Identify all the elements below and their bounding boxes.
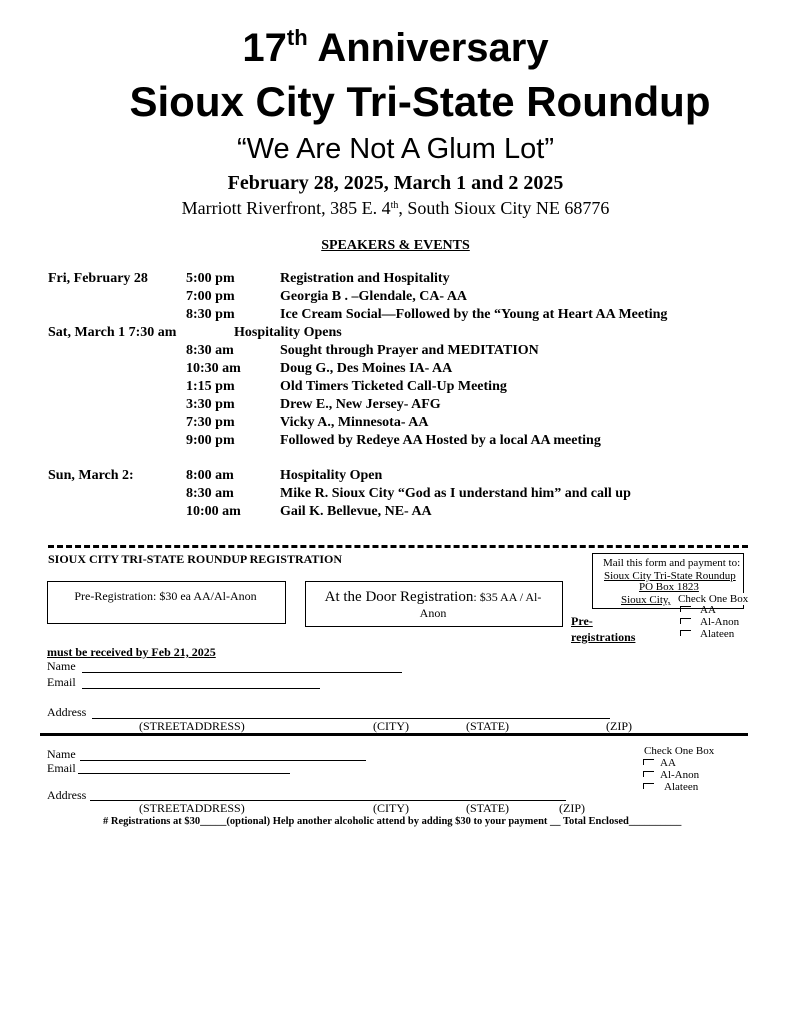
schedule-event: Ice Cream Social—Followed by the “Young at Heart AA Meeting [280,307,668,322]
door-price-cont: Anon [419,606,447,620]
day-label-sat: Sat, March 1 7:30 am [48,325,177,340]
checkbox-alateen[interactable] [680,630,691,636]
day-label-sun: Sun, March 2: [48,468,134,483]
name-input-2[interactable] [80,760,366,761]
address-part-zip-2: (ZIP) [559,801,585,815]
event-venue [0,198,791,219]
schedule-time: 9:00 pm [186,433,235,448]
schedule-event: Georgia B . –Glendale, CA- AA [280,289,468,304]
registration-total-line: # Registrations at $30_____(optional) Help another alcoholic attend by adding $30 to your payment __ Total Enclosed__________ [103,816,682,827]
schedule-time: 8:30 am [186,343,234,358]
anniversary-number: 17 [242,26,287,70]
event-tagline: “We Are Not A Glum Lot” [237,133,554,165]
schedule-time: 8:00 am [186,468,234,483]
door-title: At the Door Registration [324,589,474,605]
address-part-street-2: (STREETADDRESS) [139,801,245,815]
venue-superscript: th [390,200,399,211]
venue-text-2: , South Sioux City NE 68776 [398,198,610,218]
form-separator [40,733,748,736]
schedule-time: 8:30 pm [186,307,235,322]
deadline-note: must be received by Feb 21, 2025 [47,645,216,659]
schedule-event: Sought through Prayer and MEDITATION [280,343,539,358]
anniversary-suffix: th [286,25,308,50]
schedule-event: Drew E., New Jersey- AFG [280,397,441,412]
address-part-state-2: (STATE) [466,801,510,815]
mail-to-line: Sioux City, [621,594,671,606]
event-dates: February 28, 2025, March 1 and 2 2025 [227,172,564,194]
checkbox-alateen-2[interactable] [643,783,654,789]
schedule-event: Followed by Redeye AA Hosted by a local AA meeting [280,433,601,448]
name-label-2: Name [47,747,76,761]
schedule-event: Mike R. Sioux City “God as I understand him” and call up [280,486,631,501]
email-input[interactable] [82,688,320,689]
event-anniversary-title [0,26,791,71]
option-label-alanon-2: Al-Anon [660,769,700,781]
check-one-label-2: Check One Box [644,745,715,757]
email-input-2[interactable] [78,773,290,774]
address-part-state: (STATE) [466,719,510,733]
name-label: Name [47,659,76,673]
checkbox-aa-2[interactable] [643,759,654,765]
schedule-event: Hospitality Opens [234,325,342,340]
email-label-2: Email [47,761,76,775]
schedule-event: Hospitality Open [280,468,383,483]
schedule-time: 7:00 pm [186,289,235,304]
option-label-aa-2: AA [660,757,676,769]
option-label-alateen: Alateen [700,628,735,640]
schedule-event: Gail K. Bellevue, NE- AA [280,504,432,519]
address-label: Address [47,705,87,719]
address-part-city-2: (CITY) [373,801,409,815]
cut-line [48,545,748,548]
option-label-alanon: Al-Anon [700,616,740,628]
option-label-alateen-2: Alateen [664,781,699,793]
event-title: Sioux City Tri-State Roundup [129,78,711,125]
anniversary-word: Anniversary [317,26,549,70]
schedule-event: Registration and Hospitality [280,271,450,286]
checkbox-alanon[interactable] [680,618,691,624]
option-label-aa: AA [700,604,716,616]
checkbox-aa[interactable] [680,606,691,612]
schedule-time: 7:30 pm [186,415,235,430]
schedule-time: 10:30 am [186,361,241,376]
registration-heading: SIOUX CITY TRI-STATE ROUNDUP REGISTRATION [48,552,343,566]
speakers-heading: SPEAKERS & EVENTS [321,238,470,253]
mail-to-line: Mail this form and payment to: [603,557,741,569]
address-part-city: (CITY) [373,719,409,733]
mail-to-line: Sioux City Tri-State Roundup [604,570,736,582]
schedule-time: 5:00 pm [186,271,235,286]
schedule-time: 8:30 am [186,486,234,501]
schedule-event: Vicky A., Minnesota- AA [280,415,429,430]
mail-to-line: PO Box 1823 [639,581,699,593]
day-label-fri: Fri, February 28 [48,271,148,286]
address-part-zip: (ZIP) [606,719,632,733]
schedule-event: Doug G., Des Moines IA- AA [280,361,453,376]
schedule-time: 1:15 pm [186,379,235,394]
schedule-event: Old Timers Ticketed Call-Up Meeting [280,379,507,394]
schedule-time: 10:00 am [186,504,241,519]
venue-text-1: Marriott Riverfront, 385 E. 4 [181,198,391,218]
pre-registrations-label: Pre- [571,614,593,628]
door-price-text [305,588,561,606]
name-input[interactable] [82,672,402,673]
door-price: : $35 AA / Al- [473,590,542,604]
schedule-time: 3:30 pm [186,397,235,412]
preregistration-price: Pre-Registration: $30 ea AA/Al-Anon [74,589,257,603]
email-label: Email [47,675,76,689]
check-one-label: Check One Box [678,593,749,605]
checkbox-alanon-2[interactable] [643,771,654,777]
address-label-2: Address [47,788,87,802]
address-part-street: (STREETADDRESS) [139,719,245,733]
pre-registrations-label-cont: registrations [571,630,636,644]
